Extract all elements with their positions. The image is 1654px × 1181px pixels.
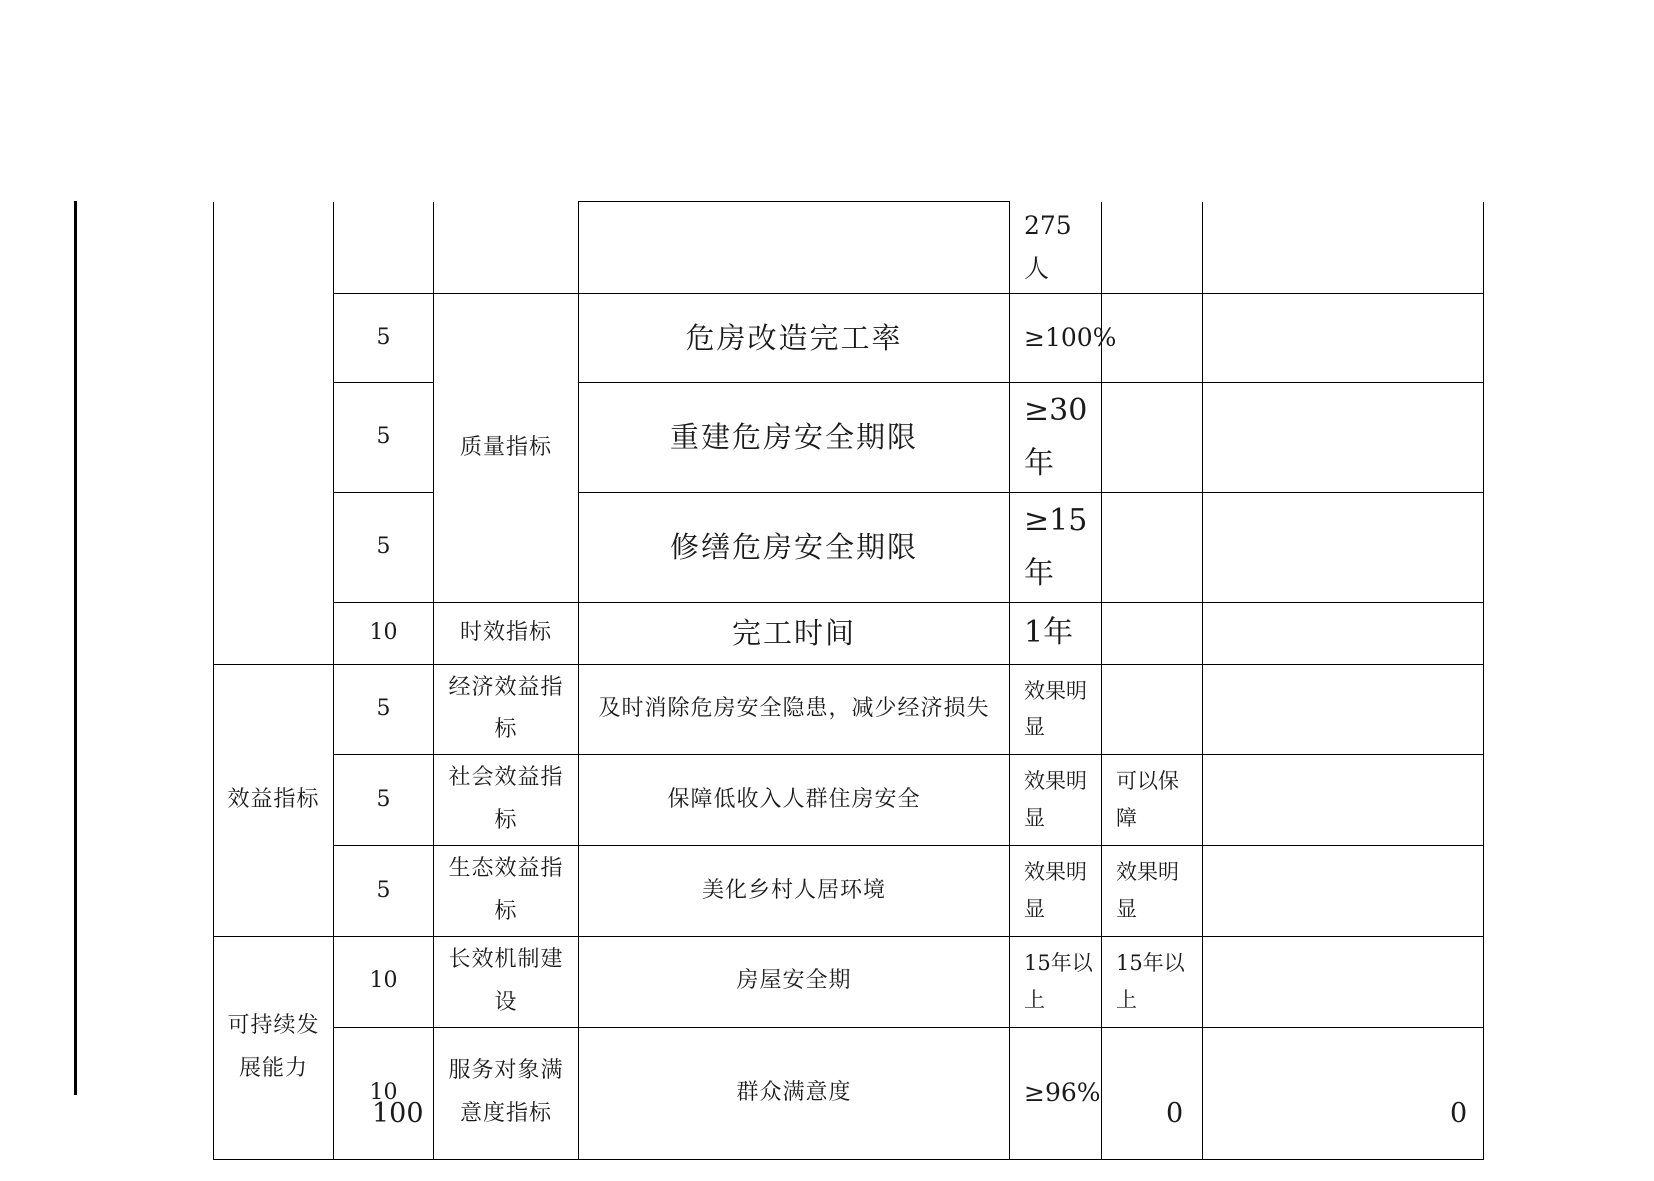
note-cell [1203, 755, 1484, 846]
actual-cell [1102, 294, 1203, 383]
content-cell: 危房改造完工率 [579, 294, 1010, 383]
score-cell: 5 [334, 755, 434, 846]
target-cell: 275人 [1010, 202, 1102, 294]
score-cell: 10 [334, 936, 434, 1027]
table-row [214, 603, 1484, 665]
actual-cell: 效果明显 [1102, 846, 1203, 937]
content-cell: 重建危房安全期限 [579, 383, 1010, 493]
actual-cell [1102, 383, 1203, 493]
total-last: 0 [1450, 1098, 1468, 1129]
actual-cell [1102, 493, 1203, 603]
table-row [214, 846, 1484, 937]
margin-rule [74, 201, 77, 1095]
content-cell: 美化乡村人居环境 [579, 846, 1010, 937]
category-cell-output [214, 202, 334, 665]
note-cell [1203, 383, 1484, 493]
score-cell: 5 [334, 846, 434, 937]
content-cell: 完工时间 [579, 603, 1010, 665]
note-cell [1203, 493, 1484, 603]
score-cell [334, 202, 434, 294]
indicator-cell: 社会效益指标 [434, 755, 579, 846]
indicator-cell: 经济效益指标 [434, 664, 579, 755]
table-row [214, 202, 1484, 294]
note-cell [1203, 846, 1484, 937]
target-cell: 1年 [1010, 603, 1102, 665]
content-cell: 群众满意度 [579, 1027, 1010, 1159]
note-cell [1203, 294, 1484, 383]
actual-cell: 15年以上 [1102, 936, 1203, 1027]
target-cell: 15年以上 [1010, 936, 1102, 1027]
target-cell: 效果明显 [1010, 664, 1102, 755]
indicator-cell [434, 202, 579, 294]
indicator-cell: 服务对象满意度指标 [434, 1027, 579, 1159]
indicator-cell: 时效指标 [434, 603, 579, 665]
table-row [214, 493, 1484, 603]
table-row [214, 1027, 1484, 1159]
category-cell-benefit: 效益指标 [214, 664, 334, 936]
table-row [214, 664, 1484, 755]
target-cell: ≥96% [1010, 1027, 1102, 1159]
content-cell: 及时消除危房安全隐患，减少经济损失 [579, 664, 1010, 755]
score-cell: 5 [334, 383, 434, 493]
content-cell: 保障低收入人群住房安全 [579, 755, 1010, 846]
note-cell [1203, 1027, 1484, 1159]
content-cell: 修缮危房安全期限 [579, 493, 1010, 603]
target-cell: ≥100% [1010, 294, 1102, 383]
table-row [214, 755, 1484, 846]
score-cell: 5 [334, 664, 434, 755]
target-cell: 效果明显 [1010, 755, 1102, 846]
score-cell: 5 [334, 493, 434, 603]
indicator-cell: 生态效益指标 [434, 846, 579, 937]
note-cell [1203, 202, 1484, 294]
target-cell: ≥30年 [1010, 383, 1102, 493]
score-cell: 10 [334, 603, 434, 665]
target-cell: ≥15年 [1010, 493, 1102, 603]
table-row [214, 383, 1484, 493]
indicator-cell: 长效机制建设 [434, 936, 579, 1027]
score-cell: 5 [334, 294, 434, 383]
content-cell [579, 202, 1010, 294]
table-row [214, 294, 1484, 383]
actual-cell [1102, 1027, 1203, 1159]
score-cell: 10 [334, 1027, 434, 1159]
actual-cell [1102, 664, 1203, 755]
performance-table [213, 201, 1484, 1160]
note-cell [1203, 664, 1484, 755]
actual-cell [1102, 603, 1203, 665]
category-cell-sustainable: 可持续发展能力 [214, 936, 334, 1159]
actual-cell [1102, 202, 1203, 294]
note-cell [1203, 603, 1484, 665]
table-row [214, 936, 1484, 1027]
total-actual: 0 [1166, 1098, 1184, 1129]
target-cell: 效果明显 [1010, 846, 1102, 937]
actual-cell: 可以保障 [1102, 755, 1203, 846]
content-cell: 房屋安全期 [579, 936, 1010, 1027]
group-indicator-quality: 质量指标 [434, 294, 579, 603]
note-cell [1203, 936, 1484, 1027]
total-score: 100 [372, 1098, 424, 1129]
